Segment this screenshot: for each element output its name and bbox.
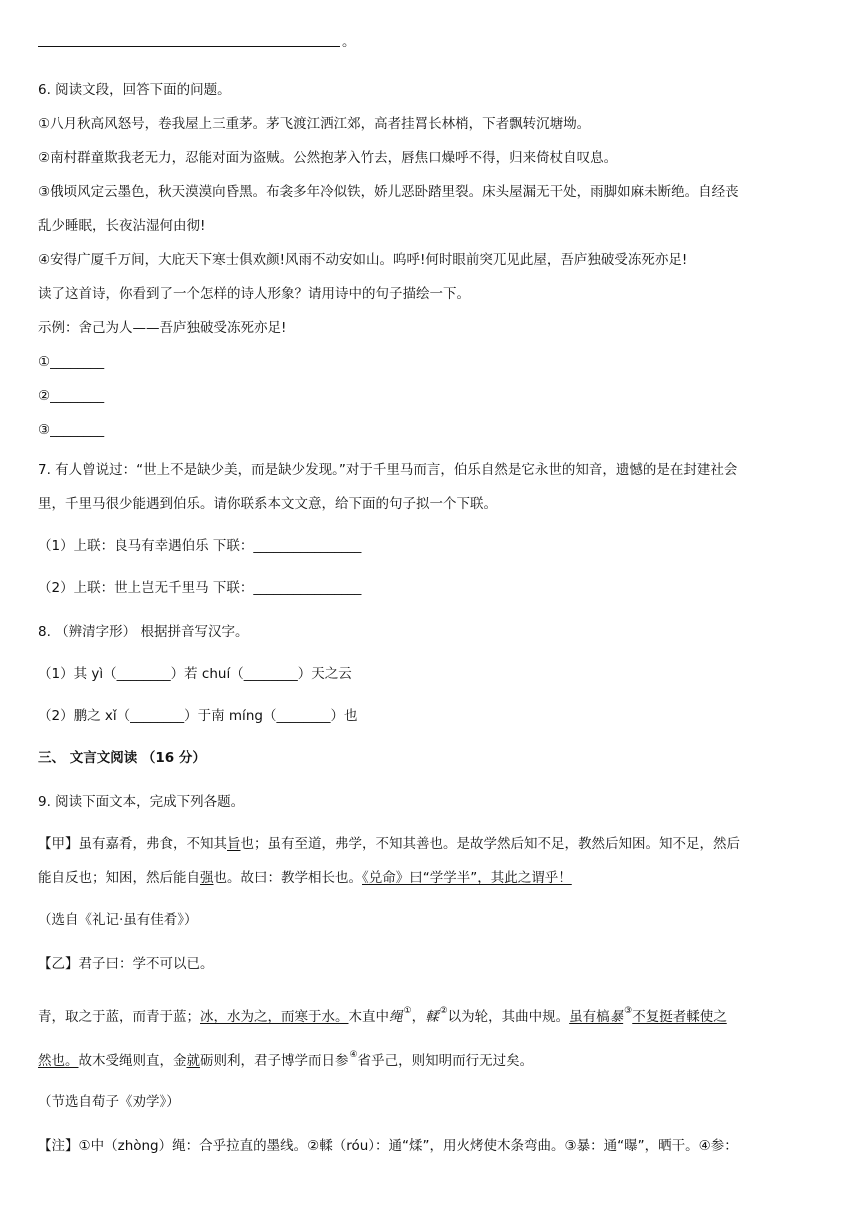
answer-blank-line	[38, 46, 340, 47]
passage-notes: 【注】①中（zhòng）绳：合乎拉直的墨线。②輮（róu）：通“煣”，用火烤使木条弯曲。③暴：通“曝”，晒干。④参：	[38, 1138, 738, 1154]
question-6-prompt: 读了这首诗，你看到了一个怎样的诗人形象？请用诗中的句子描绘一下。	[38, 286, 470, 302]
text: 木直中	[348, 1009, 389, 1025]
question-6-intro: 6. 阅读文段，回答下面的问题。	[38, 82, 231, 98]
footnote-marker: ③	[624, 1006, 633, 1016]
poem-stanza-3-line-1: ③俄顷风定云墨色，秋天漠漠向昏黑。布衾多年冷似铁，娇儿恶卧踏里裂。床头屋漏无干处，雨脚如麻未断绝。自经丧	[38, 184, 739, 200]
question-7-line-2: 里，千里马很少能遇到伯乐。请你联系本文文意，给下面的句子拟一个下联。	[38, 496, 497, 512]
text: 【甲】虽有嘉肴，弗食，不知其	[38, 836, 227, 852]
answer-blank-3: ③________	[38, 422, 105, 438]
annotated-word: 绳	[389, 1009, 403, 1025]
text: 以为轮，其曲中规。	[447, 1009, 570, 1025]
question-7-sub-1: （1）上联：良马有幸遇伯乐 下联：________________	[38, 538, 362, 554]
question-7-line-1: 7. 有人曾说过：“世上不是缺少美，而是缺少发现。”对于千里马而言，伯乐自然是它永世的知音，遗憾的是在封建社会	[38, 462, 738, 478]
poem-stanza-4: ④安得广厦千万间，大庇天下寒士俱欢颜!风雨不动安如山。呜呼!何时眼前突兀见此屋，吾庐独破受冻死亦足!	[38, 252, 688, 268]
text: 不复挺者輮使之	[632, 1009, 727, 1025]
underlined-sentence	[569, 1006, 727, 1025]
answer-blank-1: ①________	[38, 354, 105, 370]
passage-jia-line-2	[38, 870, 830, 886]
footnote-marker: ④	[349, 1050, 358, 1060]
text: 故木受绳则直，金	[78, 1053, 187, 1069]
question-7-sub-2: （2）上联：世上岂无千里马 下联：________________	[38, 580, 362, 596]
passage-jia-source: （选自《礼记·虽有佳肴》）	[38, 912, 198, 928]
question-6-example: 示例：舍己为人——吾庐独破受冻死亦足!	[38, 320, 287, 336]
poem-stanza-2: ②南村群童欺我老无力，忍能对面为盗贼。公然抱茅入竹去，唇焦口燥呼不得，归来倚杖自叹息。	[38, 150, 618, 166]
text: 青，取之于蓝，而青于蓝；	[38, 1009, 200, 1025]
question-8-sub-2: （2）鹏之 xǐ（________）于南 míng（________）也	[38, 708, 358, 724]
passage-yi-line-1	[38, 1006, 830, 1025]
question-9-intro: 9. 阅读下面文本，完成下列各题。	[38, 794, 245, 810]
question-8-intro: 8. （辨清字形） 根据拼音写汉字。	[38, 624, 249, 640]
passage-yi-intro: 【乙】君子曰：学不可以已。	[38, 956, 214, 972]
section-3-heading: 三、 文言文阅读 （16 分）	[38, 750, 206, 766]
passage-yi-line-2	[38, 1050, 830, 1069]
footnote-marker: ②	[439, 1006, 448, 1016]
footnote-marker: ①	[403, 1006, 412, 1016]
underlined-sentence: 然也。	[38, 1053, 79, 1069]
underlined-sentence: 《兑命》曰“学学半”，其此之谓乎！	[362, 870, 572, 886]
passage-yi-source: （节选自荀子《劝学》）	[38, 1094, 180, 1110]
text: 省乎己，则知明而行无过矣。	[357, 1053, 534, 1069]
passage-jia-line-1	[38, 836, 830, 852]
text: 能自反也；知困，然后能自	[38, 870, 200, 886]
annotated-word: 輮	[425, 1009, 439, 1025]
sentence-end-mark: 。	[342, 34, 356, 50]
underlined-word: 就	[186, 1053, 200, 1069]
poem-stanza-1: ①八月秋高风怒号，卷我屋上三重茅。茅飞渡江洒江郊，高者挂罥长林梢，下者飘转沉塘坳。	[38, 116, 591, 132]
underlined-word: 旨	[227, 836, 241, 852]
answer-blank-2: ②________	[38, 388, 105, 404]
text: 砺则利，君子博学而日参	[200, 1053, 349, 1069]
underlined-sentence: 冰，水为之，而寒于水。	[200, 1009, 349, 1025]
question-8-sub-1: （1）其 yì（________）若 chuí（________）天之云	[38, 666, 352, 682]
text: 也；虽有至道，弗学，不知其善也。是故学然后知不足，教然后知困。知不足，然后	[240, 836, 740, 852]
annotated-word: 暴	[609, 1009, 624, 1025]
text: 也。故曰：教学相长也。	[213, 870, 362, 886]
poem-stanza-3-line-2: 乱少睡眠，长夜沾湿何由彻!	[38, 218, 206, 234]
text: ，	[411, 1009, 426, 1025]
text: 虽有槁	[569, 1009, 610, 1025]
underlined-word: 强	[200, 870, 214, 886]
